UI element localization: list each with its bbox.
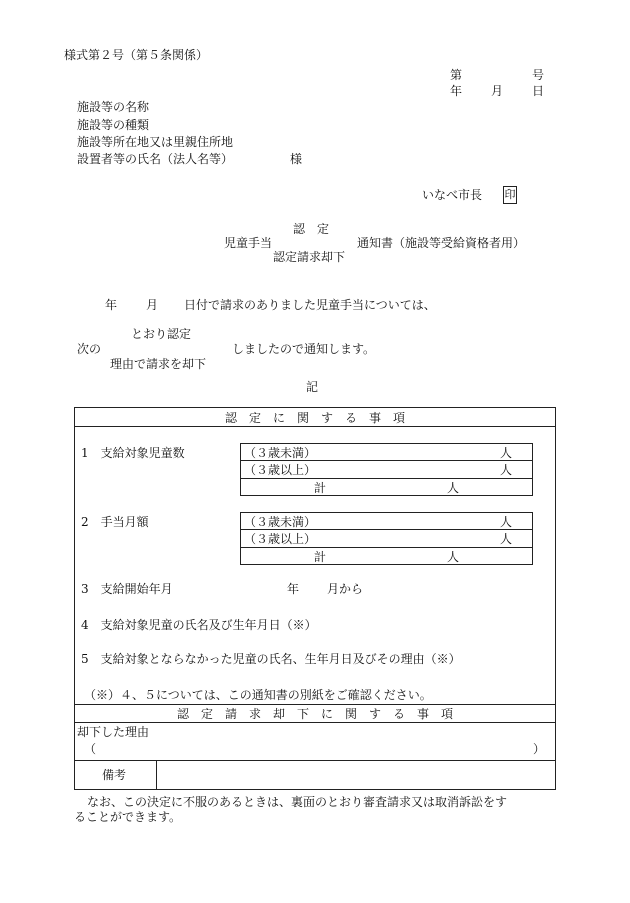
reject-paren-close: ） xyxy=(533,742,546,756)
certify-header-divider xyxy=(74,426,556,427)
item2-row-divider xyxy=(240,547,533,548)
form-number: 様式第２号（第５条関係） xyxy=(64,48,209,62)
footer-line1: なお、この決定に不服のあるときは、裏面のとおり審査請求又は取消訴訟をす xyxy=(87,795,508,809)
item4-label: 4 支給対象児童の氏名及び生年月日（※） xyxy=(81,618,317,632)
item2-over3-unit: 人 xyxy=(500,532,513,546)
reject-header-divider xyxy=(74,722,556,723)
item2-label: 2 手当月額 xyxy=(81,515,149,529)
item2-under3-unit: 人 xyxy=(500,515,513,529)
reject-section-header: 認 定 請 求 却 下 に 関 す る 事 項 xyxy=(176,707,453,721)
item2-under3-label: （３歳未満） xyxy=(244,515,317,529)
title-main-left: 児童手当 xyxy=(224,236,273,250)
body-tsugi: 次の xyxy=(77,342,102,356)
body-line1: 日付で請求のありました児童手当については、 xyxy=(184,298,436,312)
item2-total-label: 計 xyxy=(314,550,327,564)
item1-row-divider xyxy=(240,460,533,461)
item1-total-unit: 人 xyxy=(447,481,460,495)
reject-paren-open: （ xyxy=(84,742,97,756)
item1-total-label: 計 xyxy=(314,481,327,495)
item3-from: 月から xyxy=(327,582,364,596)
remarks-column-divider xyxy=(156,760,157,790)
item1-under3-label: （３歳未満） xyxy=(244,446,317,460)
item1-over3-label: （３歳以上） xyxy=(244,463,317,477)
honorific: 様 xyxy=(290,152,303,166)
option-lower: 理由で請求を却下 xyxy=(110,357,207,371)
date-month: 月 xyxy=(491,84,504,98)
founder-name-label: 設置者等の氏名（法人名等） xyxy=(77,152,234,166)
asterisk-note: （※）４、５については、この通知書の別紙をご確認ください。 xyxy=(84,688,432,702)
reject-section-divider xyxy=(74,704,556,705)
item2-total-unit: 人 xyxy=(447,550,460,564)
doc-number-go: 号 xyxy=(532,68,545,82)
footer-line2: ることができます。 xyxy=(74,810,182,824)
issuer-name: いなべ市長 xyxy=(422,188,483,202)
title-main-right: 通知書（施設等受給資格者用） xyxy=(357,236,526,250)
facility-name-label: 施設等の名称 xyxy=(77,100,150,114)
body-year: 年 xyxy=(105,298,118,312)
date-year: 年 xyxy=(450,84,463,98)
item2-row-divider xyxy=(240,529,533,530)
item3-label: 3 支給開始年月 xyxy=(81,582,173,596)
item5-label: 5 支給対象とならなかった児童の氏名、生年月日及びその理由（※） xyxy=(81,652,461,666)
ki-mark: 記 xyxy=(306,380,319,394)
item1-row-divider xyxy=(240,478,533,479)
item1-under3-unit: 人 xyxy=(500,446,513,460)
certify-section-header: 認 定 に 関 す る 事 項 xyxy=(224,411,405,425)
body-month: 月 xyxy=(146,298,159,312)
seal-mark: 印 xyxy=(503,186,517,204)
item1-label: 1 支給対象児童数 xyxy=(81,446,185,460)
title-upper: 認 定 xyxy=(293,222,330,236)
facility-address-label: 施設等所在地又は里親住所地 xyxy=(77,135,234,149)
facility-type-label: 施設等の種類 xyxy=(77,118,150,132)
remarks-label: 備考 xyxy=(102,768,127,782)
remarks-divider xyxy=(74,760,556,761)
option-upper: とおり認定 xyxy=(131,327,192,341)
reject-reason-label: 却下した理由 xyxy=(77,725,150,739)
date-day: 日 xyxy=(532,84,545,98)
item2-over3-label: （３歳以上） xyxy=(244,532,317,546)
title-lower: 認定請求却下 xyxy=(273,250,346,264)
item1-over3-unit: 人 xyxy=(500,463,513,477)
body-line2: しましたので通知します。 xyxy=(232,342,376,356)
doc-number-dai: 第 xyxy=(450,68,463,82)
item3-year: 年 xyxy=(287,582,300,596)
